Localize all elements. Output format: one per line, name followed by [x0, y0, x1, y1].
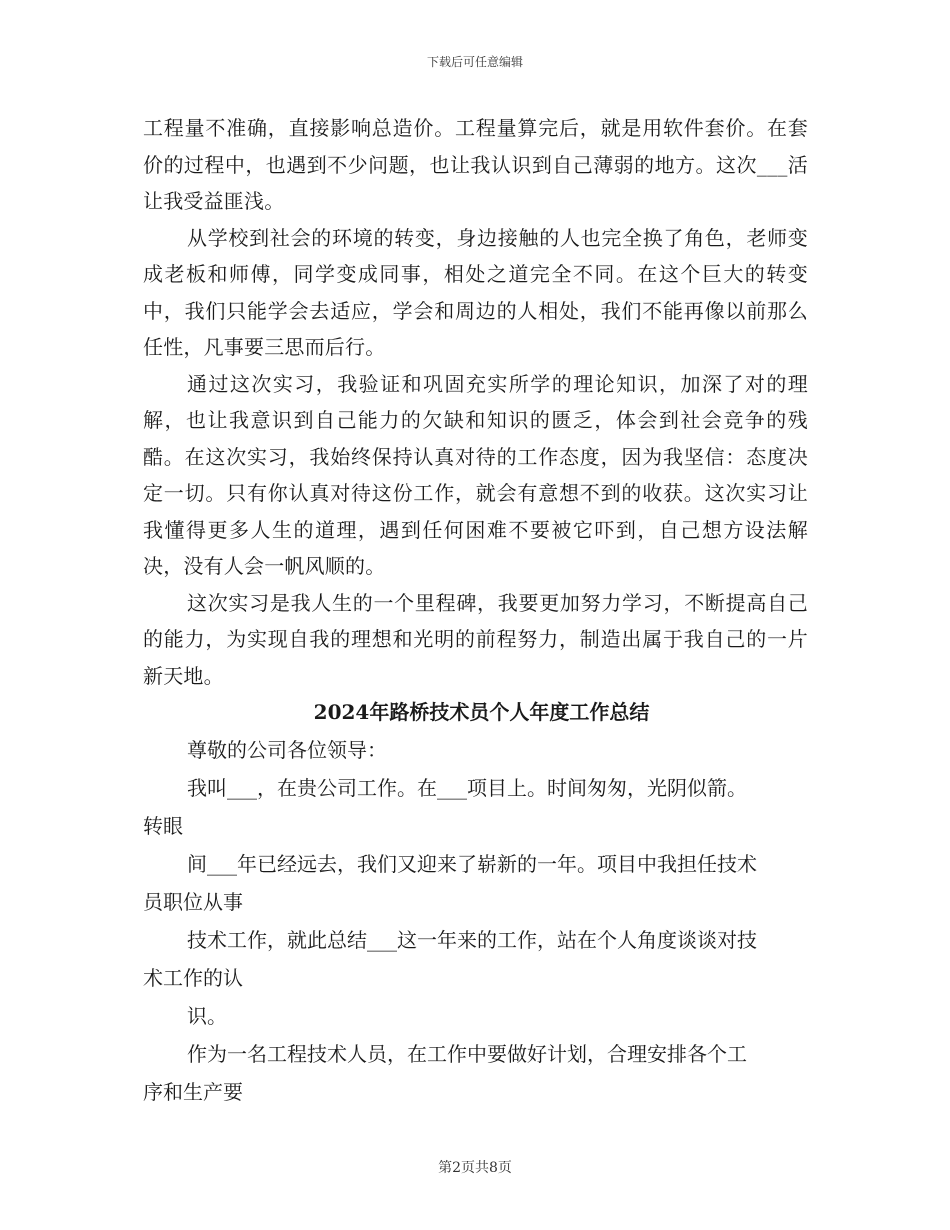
paragraph: 通过这次实习，我验证和巩固充实所学的理论知识，加深了对的理解，也让我意识到自己能力的欠缺和知识的匮乏，体会到社会竞争的残酷。在这次实习，我始终保持认真对待的工作态度，因为我坚信：态度决定一切。只有你认真对待这份工作，就会有意想不到的收获。这次实习让我懂得更多人生的道理，遇到任何困难不要被它吓到，自己想方设法解决，没有人会一帆风顺的。	[143, 371, 808, 578]
text-line: 员职位从事	[143, 889, 243, 914]
text-line: 转眼	[143, 813, 183, 838]
salutation-line: 尊敬的公司各位领导：	[187, 737, 387, 762]
text-line: 识。	[187, 1003, 227, 1028]
document-body	[143, 110, 808, 1111]
text-line: 我叫___，在贵公司工作。在___项目上。时间匆匆，光阴似箭。	[187, 775, 747, 800]
page-header: 下载后可任意编辑	[426, 55, 523, 69]
text-line: 序和生产要	[143, 1079, 243, 1104]
paragraph: 从学校到社会的环境的转变，身边接触的人也完全换了角色，老师变成老板和师傅，同学变成同事，相处之道完全不同。在这个巨大的转变中，我们只能学会去适应，学会和周边的人相处，我们不能再像以前那么任性，凡事要三思而后行。	[143, 225, 808, 359]
text-line: 技术工作，就此总结___这一年来的工作，站在个人角度谈谈对技	[187, 927, 757, 952]
text-line: 术工作的认	[143, 965, 243, 990]
paragraph: 工程量不准确，直接影响总造价。工程量算完后，就是用软件套价。在套价的过程中，也遇到不少问题，也让我认识到自己薄弱的地方。这次___活让我受益匪浅。	[143, 116, 808, 213]
page-footer: 第2页共8页	[438, 1160, 512, 1176]
paragraph: 这次实习是我人生的一个里程碑，我要更加努力学习，不断提高自己的能力，为实现自我的理想和光明的前程努力，制造出属于我自己的一片新天地。	[143, 590, 808, 688]
section-title: 2024年路桥技术员个人年度工作总结	[313, 700, 650, 724]
text-line: 间___年已经远去，我们又迎来了崭新的一年。项目中我担任技术	[187, 851, 757, 876]
text-line: 作为一名工程技术人员，在工作中要做好计划，合理安排各个工	[187, 1041, 747, 1066]
